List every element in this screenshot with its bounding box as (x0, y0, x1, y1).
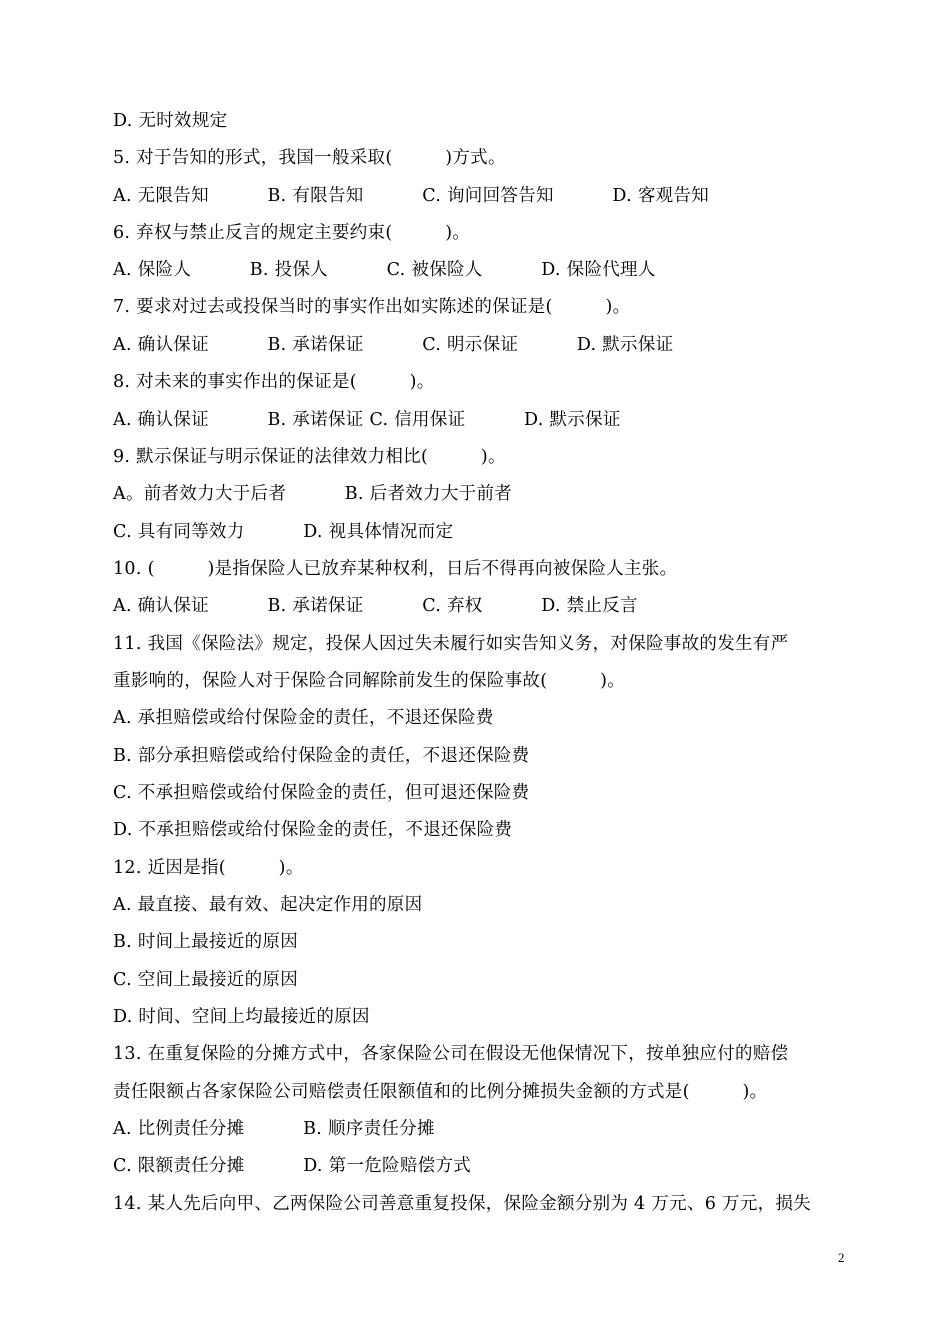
option-12d: D. 时间、空间上均最接近的原因 (113, 1007, 370, 1027)
question-13-line2: 责任限额占各家保险公司赔偿责任限额值和的比例分摊损失金额的方式是( )。 (113, 1082, 768, 1102)
question-10: 10. ( )是指保险人已放弃某种权利，日后不得再向被保险人主张。 (113, 559, 678, 579)
options-13a: A. 比例责任分摊 B. 顺序责任分摊 (113, 1119, 435, 1139)
option-12b: B. 时间上最接近的原因 (113, 932, 299, 952)
options-9b: C. 具有同等效力 D. 视具体情况而定 (113, 522, 454, 542)
options-7: A. 确认保证 B. 承诺保证 C. 明示保证 D. 默示保证 (113, 335, 674, 355)
options-10: A. 确认保证 B. 承诺保证 C. 弃权 D. 禁止反言 (113, 596, 638, 616)
page-number: 2 (838, 1250, 845, 1265)
option-11c: C. 不承担赔偿或给付保险金的责任，但可退还保险费 (113, 783, 530, 803)
question-9: 9. 默示保证与明示保证的法律效力相比( )。 (113, 447, 506, 467)
text-line: D. 无时效规定 (113, 111, 228, 131)
option-11b: B. 部分承担赔偿或给付保险金的责任，不退还保险费 (113, 746, 530, 766)
option-12a: A. 最直接、最有效、起决定作用的原因 (113, 895, 423, 915)
question-14: 14. 某人先后向甲、乙两保险公司善意重复投保，保险金额分别为 4 万元、6 万元，损失 (113, 1194, 812, 1214)
question-5: 5. 对于告知的形式，我国一般采取( )方式。 (113, 148, 506, 168)
question-11-line2: 重影响的，保险人对于保险合同解除前发生的保险事故( )。 (113, 671, 626, 691)
option-11d: D. 不承担赔偿或给付保险金的责任，不退还保险费 (113, 820, 513, 840)
options-8: A. 确认保证 B. 承诺保证 C. 信用保证 D. 默示保证 (113, 410, 621, 430)
question-8: 8. 对未来的事实作出的保证是( )。 (113, 372, 435, 392)
options-13b: C. 限额责任分摊 D. 第一危险赔偿方式 (113, 1156, 472, 1176)
options-6: A. 保险人 B. 投保人 C. 被保险人 D. 保险代理人 (113, 260, 656, 280)
question-13-line1: 13. 在重复保险的分摊方式中，各家保险公司在假设无他保情况下，按单独应付的赔偿 (113, 1044, 789, 1064)
question-12: 12. 近因是指( )。 (113, 858, 304, 878)
question-11-line1: 11. 我国《保险法》规定，投保人因过失未履行如实告知义务，对保险事故的发生有严 (113, 634, 789, 654)
question-6: 6. 弃权与禁止反言的规定主要约束( )。 (113, 223, 471, 243)
option-11a: A. 承担赔偿或给付保险金的责任，不退还保险费 (113, 708, 494, 728)
option-12c: C. 空间上最接近的原因 (113, 970, 298, 990)
options-9a: A。前者效力大于后者 B. 后者效力大于前者 (113, 484, 513, 504)
question-7: 7. 要求对过去或投保当时的事实作出如实陈述的保证是( )。 (113, 297, 631, 317)
options-5: A. 无限告知 B. 有限告知 C. 询问回答告知 D. 客观告知 (113, 186, 710, 206)
